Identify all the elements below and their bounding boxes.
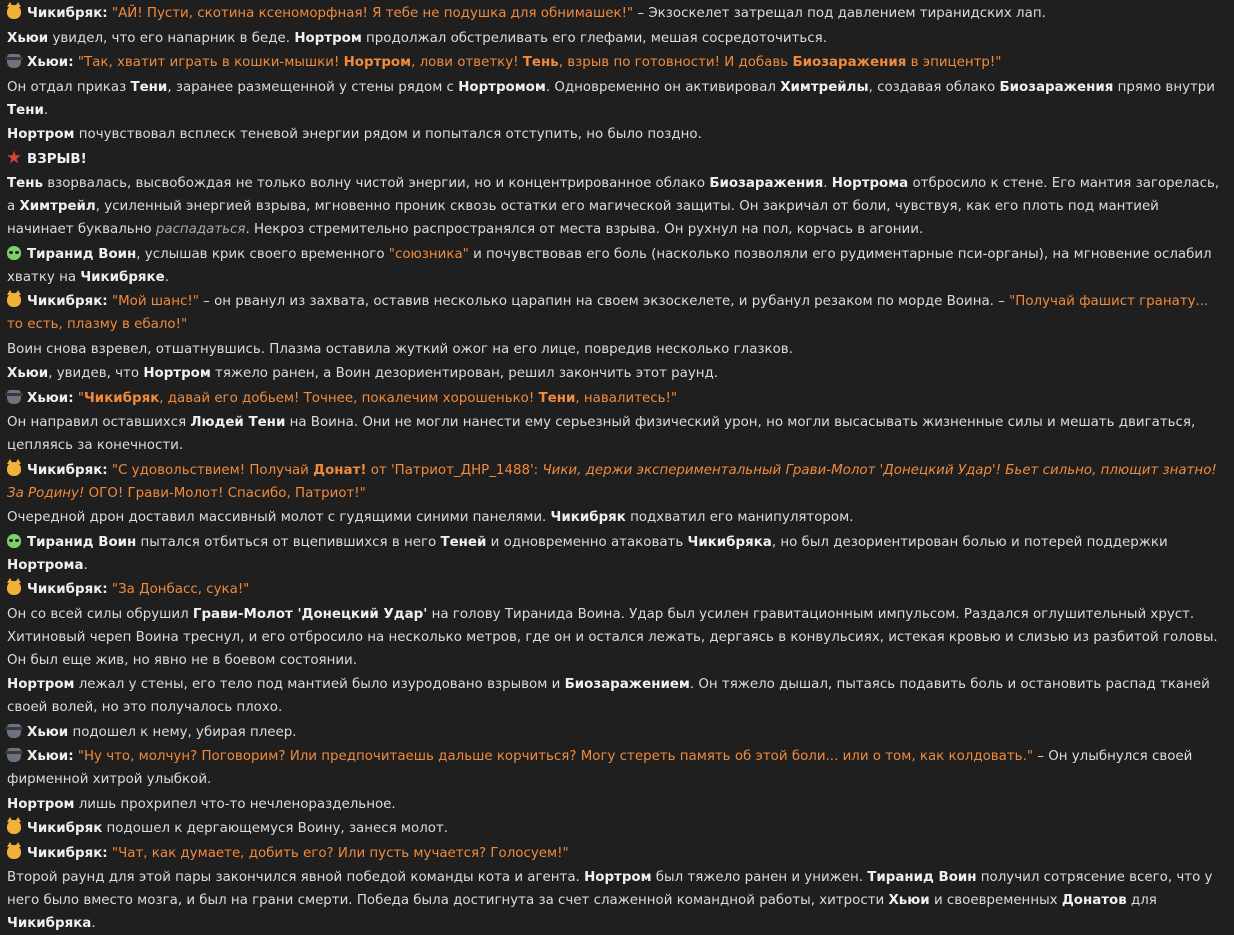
quote: "За Донбасс, сука!" [111,582,250,597]
dialogue-line [7,51,1227,74]
text: , создавая облако [868,79,1000,95]
explosion-icon [7,151,21,165]
text: , увидев, что [48,366,144,381]
text: – Он улыбнулся своей фирменной хитрой улыбкой. [7,749,1193,787]
text: Очередной дрон доставил массивный молот с гудящими синими панелями. [7,510,551,525]
quote: "АЙ! Пусти, скотина ксеноморфная! Я тебе не подушка для обнимашек!" [111,6,634,21]
name: Биозаражения [709,176,824,191]
dialogue-line [7,745,1227,791]
text: . [823,176,832,191]
cat-face-icon [7,820,21,834]
quote-name: Тени [538,390,576,406]
detective-icon [7,724,21,738]
donation-message: Чики, держи экспериментальный Грави-Молот 'Донецкий Удар'! Бьет сильно, плющит знатно! За Родину! [7,462,1217,501]
name: Тиранид Воин [867,870,977,885]
text: на Воина. Они не могли нанести ему серьезный физический урон, но могли высасывать жизненные силы и мешать двигаться, цепляясь за конечности. [7,415,1196,453]
name: Биозаражением [564,677,690,692]
quote: "Ну что, молчун? Поговорим? Или предпочитаешь дальше корчиться? Могу стереть память об этой боли... или о том, как колдовать." [77,749,1033,764]
name: Нортрома [7,557,84,573]
narration-line [7,673,1227,719]
name: Нортром [7,796,75,812]
text: Второй раунд для этой пары закончился явной победой команды кота и агента. [7,870,585,885]
text: отбросило к стене. Его мантия загорелась, а [7,176,1220,214]
narration-line [7,721,1227,744]
text: Он со всей силы обрушил [7,606,193,622]
quote: "Мой шанс!" [111,294,199,309]
quote: , навалитесь!" [575,390,678,406]
name: Нортром [584,870,652,885]
narration-line [7,172,1227,241]
name: Тиранид Воин [27,534,137,550]
name: Хьюи [888,893,930,908]
text: . Некроз стремительно распространялся от места взрыва. Он рухнул на пол, корчась в агонии. [245,222,924,237]
italic-text: распадаться [155,222,246,237]
quote: от 'Патриот_ДНР_1488': [366,462,543,478]
text: – он рванул из захвата, оставив несколько царапин на своем экзоскелете, и рубанул резаком по морде Воина. – [198,294,1010,309]
name: Чикибряке [80,269,165,285]
narration-line [7,27,1227,50]
text: почувствовал всплеск теневой энергии рядом и попытался отступить, но было поздно. [74,127,702,142]
quote: " [77,390,84,406]
text: взорвалась, высвобождая не только волну чистой энергии, но и концентрированное облако [42,176,710,191]
name: Хьюи [7,366,49,381]
narration-line [7,793,1227,816]
text: продолжал обстреливать его глефами, мешая сосредоточиться. [361,30,827,46]
quote: "Так, хватит играть в кошки-мышки! [77,55,344,70]
speaker-name: Чикибряк: [27,462,108,478]
text: , заранее размещенной у стены рядом с [167,79,459,95]
text: . [91,916,96,931]
text: Он отдал приказ [7,79,131,95]
text: тяжело ранен, а Воин дезориентирован, решил закончить этот раунд. [210,366,719,381]
name: Тиранид Воин [27,246,137,262]
name: Нортром [7,127,75,142]
quote-name: Нортром [343,55,412,70]
quote-name: Тень [522,55,559,70]
name: Грави-Молот 'Донецкий Удар' [192,606,428,622]
narration: – Экзоскелет затрещал под давлением тиранидских лап. [633,6,1046,21]
name: Чикибряк [550,510,626,525]
dialogue-line [7,2,1227,25]
speaker-name: Чикибряк: [27,6,108,21]
text: , усиленный энергией взрыва, мгновенно проник сквозь остатки его магической защиты. Он закричал от боли, чувствуя, как его плоть под мантией начинает буквально [7,199,1159,237]
speaker-name: Хьюи: [27,749,74,764]
name: Теней [440,534,487,550]
name: Хьюи [27,724,69,740]
text: . [43,102,49,118]
name: Тень [7,176,43,191]
dialogue-line [7,290,1227,336]
text: . Одновременно он активировал [545,79,781,95]
text: , но был дезориентирован болью и потерей поддержки [771,534,1168,550]
narration-line [7,123,1227,146]
narration-line [7,338,1227,361]
cat-face-icon [7,581,21,595]
detective-icon [7,54,21,68]
text: подошел к дергающемуся Воину, занеся молот. [102,821,449,836]
name: Биозаражения [999,79,1114,95]
name: Людей Тени [190,415,286,430]
alien-icon [7,246,21,260]
text: . [83,557,88,573]
name: Нортром [143,366,211,381]
text: лишь прохрипел что-то нечленораздельное. [74,796,396,812]
speaker-name: Чикибряк: [27,582,108,597]
name: Нортрома [831,176,909,191]
text: . [164,269,169,285]
text: подошел к нему, убирая плеер. [68,724,297,740]
speaker-name: Чикибряк: [27,845,108,861]
quote: "Получай фашист гранату... то есть, плазму в ебало!" [7,294,1209,332]
text: лежал у стены, его тело под мантией было изуродовано взрывом и [74,677,565,692]
narration-line [7,531,1227,577]
name: Донатов [1061,893,1127,908]
heading: ВЗРЫВ! [27,151,87,167]
cat-face-icon [7,293,21,307]
speaker-name: Хьюи: [27,390,74,406]
speaker-name: Хьюи: [27,55,74,70]
dialogue-line [7,842,1227,865]
speaker-name: Чикибряк: [27,294,108,309]
quote: ОГО! Грави-Молот! Спасибо, Патриот!" [84,485,366,501]
text: на голову Тиранида Воина. Удар был усилен гравитационным импульсом. Раздался оглушительный хруст. Хитиновый череп Воина треснул, и его отбросило на несколько метров, где он и остался лежать, дергаясь в конвульсиях, истекая кровью и слизью из разбитой головы. Он был еще жив, но явно не в боевом состоянии. [7,606,1218,668]
quote: в эпицентр!" [906,55,1002,70]
dialogue-line [7,459,1227,505]
narration-line [7,817,1227,840]
quote: "Чат, как думаете, добить его? Или пусть мучается? Голосуем!" [111,845,569,861]
narration-line [7,76,1227,122]
cat-face-icon [7,5,21,19]
cat-face-icon [7,845,21,859]
narration-line [7,411,1227,457]
text: и своевременных [929,893,1062,908]
text: увидел, что его напарник в беде. [48,30,295,46]
dialogue-line [7,387,1227,410]
name: Чикибряка [687,534,772,550]
text: для [1126,893,1157,908]
name: Тени [7,102,44,118]
narration-line [7,506,1227,529]
text: . Он тяжело дышал, пытаясь подавить боль и остановить распад тканей своей волей, но это получалось плохо. [7,677,1210,715]
name: Чикибряк [27,821,103,836]
text: подхватил его манипулятором. [625,510,854,525]
quote-name: Чикибряк [83,390,160,406]
text: и почувствовав его боль (насколько позволяли его рудиментарные пси-органы), на мгновение ослабил хватку на [7,246,1212,285]
narration-line [7,362,1227,385]
text: Воин снова взревел, отшатнувшись. Плазма оставила жуткий ожог на его лице, повредив несколько глазков. [7,341,793,357]
explosion-line [7,148,1227,171]
name: Нортром [7,677,75,692]
name: Нортромом [458,79,546,95]
quote: , взрыв по готовности! И добавь [558,55,793,70]
name: Чикибряка [7,916,92,931]
quote: "С удовольствием! Получай [111,462,314,478]
alien-icon [7,534,21,548]
quote: , лови ответку! [411,55,523,70]
name: Тени [130,79,168,95]
narration-line [7,866,1227,935]
quote-name: Биозаражения [792,55,907,70]
quote: , давай его добьем! Точнее, покалечим хорошенько! [159,390,539,406]
text: был тяжело ранен и унижен. [651,870,868,885]
dialogue-line [7,578,1227,601]
name: Хьюи [7,30,49,46]
text: получил сотрясение всего, что у него было вместо мозга, и был на грани смерти. Победа была достигнута за счет слаженной командной работы, хитрости [7,870,1213,908]
name: Нортром [294,30,362,46]
text: , услышав крик своего временного [136,246,389,262]
quote-name: Донат! [313,462,367,478]
detective-icon [7,390,21,404]
narration-line [7,243,1227,289]
detective-icon [7,748,21,762]
quote: "союзника" [388,246,469,262]
text: прямо внутри [1113,79,1216,95]
narration-line [7,603,1227,672]
text: и одновременно атаковать [486,534,688,550]
text: Он направил оставшихся [7,415,191,430]
text: пытался отбиться от вцепившихся в него [136,534,441,550]
name: Химтрейлы [780,79,869,95]
cat-face-icon [7,462,21,476]
name: Химтрейл [19,199,96,214]
